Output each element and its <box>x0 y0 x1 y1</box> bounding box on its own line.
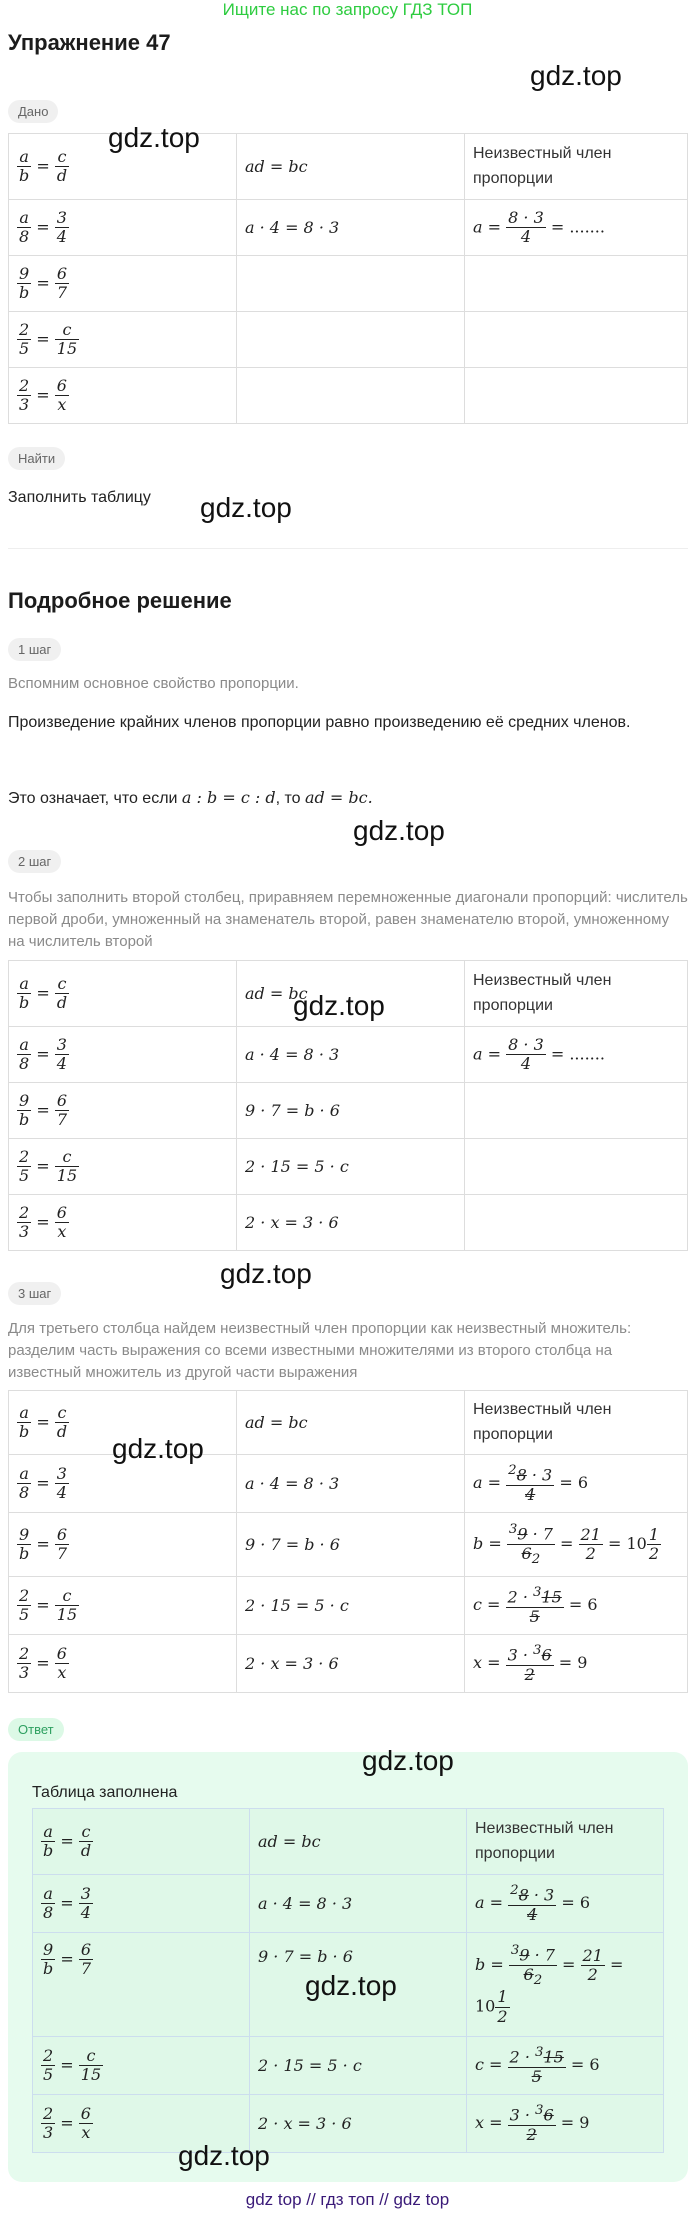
header-unknown: Неизвестный член пропорции <box>465 961 688 1027</box>
step3-table: $\frac{a}{b}$ = $\frac{c}{d}$ ad = bc Неизвестный член пропорции $\frac{a}{8}$ = $\frac{3}{4}$ a · 4 = 8 · 3 a = $\frac{^28 \cdot 3}{4}$ = 6 $\frac{9}{b}$ = $\frac{6}{7}$ 9 · 7 = b · 6 b = $\frac{^39 \cdot 7}{6_2}$ = $\frac{21}{2}$ = 10 $\frac{1}{2}$ $\frac{2}{5}$ = $\frac{c}{15}$ 2 · 15 = 5 · c c = $\frac{2 \cdot ^315}{5}$ = 6 $\frac{2}{3}$ = $\frac{6}{x}$ 2 · x = 3 · 6 x = $\frac{3 \cdot ^36}{2}$ = 9 <box>8 1390 688 1693</box>
header-unknown: Неизвестный член пропорции <box>467 1809 664 1875</box>
header-ad-bc: ad = bc <box>237 961 465 1027</box>
step1-line1: Вспомним основное свойство пропорции. <box>8 675 299 692</box>
top-banner[interactable]: Ищите нас по запросу ГДЗ ТОП <box>222 0 473 19</box>
watermark: gdz.top <box>200 492 292 523</box>
answer-table: $\frac{a}{b}$ = $\frac{c}{d}$ ad = bc Неизвестный член пропорции $\frac{a}{8}$ = $\frac{3}{4}$ a · 4 = 8 · 3 a = $\frac{^28 \cdot 3}{4}$ = 6 $\frac{9}{b}$ = $\frac{6}{7}$ 9 · 7 = b · 6 b = $\frac{^39 \cdot 7}{6_2}$ = $\frac{21}{2}$ = 10 $\frac{1}{2}$ $\frac{2}{5}$ = $\frac{c}{15}$ 2 · 15 = 5 · c c = $\frac{2 \cdot ^315}{5}$ = 6 $\frac{2}{3}$ = $\frac{6}{x}$ 2 · x = 3 · 6 x = $\frac{3 \cdot ^36}{2}$ = 9 <box>32 1808 664 2153</box>
footer-links[interactable]: gdz top // гдз топ // gdz top <box>245 2190 450 2209</box>
cell-eq-4: 2 · x = 3 · 6 <box>237 1635 465 1693</box>
cell-eq-4: 2 · x = 3 · 6 <box>250 2095 467 2153</box>
cell-eq-4: 2 · x = 3 · 6 <box>237 1195 465 1251</box>
cell-eq-3: 2 · 15 = 5 · c <box>237 1577 465 1635</box>
find-label: Найти <box>8 447 65 470</box>
watermark: gdz.top <box>530 60 622 91</box>
header-ad-bc: ad = bc <box>237 134 465 200</box>
answer-label: Ответ <box>8 1718 64 1741</box>
divider <box>8 548 688 549</box>
answer-title: Таблица заполнена <box>32 1784 178 1801</box>
header-unknown: Неизвестный член пропорции <box>465 1391 688 1455</box>
watermark: gdz.top <box>362 1745 454 1776</box>
step1-line2: Произведение крайних членов пропорции равно произведению её средних членов. <box>8 714 631 731</box>
cell-eq-2: 9 · 7 = b · 6 <box>237 1513 465 1577</box>
watermark: gdz.top <box>305 1970 397 2001</box>
cell-dots: = ....... <box>550 1044 605 1063</box>
cell-eq-3: 2 · 15 = 5 · c <box>250 2037 467 2095</box>
cell-eq-2: 9 · 7 = b · 6 <box>250 1933 467 2037</box>
cell-eq-1: a · 4 = 8 · 3 <box>250 1875 467 1933</box>
cell-dots: = ....... <box>550 217 605 236</box>
watermark: gdz.top <box>178 2140 270 2171</box>
watermark: gdz.top <box>108 122 200 153</box>
header-ad-bc: ad = bc <box>237 1391 465 1455</box>
step3-text: Для третьего столбца найдем неизвестный член пропорции как неизвестный множитель: разделим часть выражения со всеми известными множителями из второго столбца на известный множитель из другой части выражения <box>8 1320 632 1381</box>
step2-label: 2 шаг <box>8 850 61 873</box>
header-ad-bc: ad = bc <box>250 1809 467 1875</box>
watermark: gdz.top <box>220 1258 312 1289</box>
given-label: Дано <box>8 100 58 123</box>
step1-label: 1 шаг <box>8 638 61 661</box>
watermark: gdz.top <box>112 1433 204 1464</box>
cell-eq-2: 9 · 7 = b · 6 <box>237 1083 465 1139</box>
step2-text: Чтобы заполнить второй столбец, приравняем перемноженные диагонали пропорций: числитель первой дроби, умноженный на знаменатель второй, равен знаменателю второй, умноженному на числитель второй <box>8 889 688 950</box>
given-table: $\frac{a}{b}$ = $\frac{c}{d}$ ad = bc Неизвестный член пропорции $\frac{a}{8}$ = $\frac{3}{4}$ a · 4 = 8 · 3 a = $\frac{8 \cdot 3}{4}$ = ....... $\frac{9}{b}$ = $\frac{6}{7}$ $\frac{2}{5}$ = $\frac{c}{15}$ $\frac{2}{3}$ = $\frac{6}{x}$ <box>8 133 688 424</box>
find-text: Заполнить таблицу <box>8 489 151 506</box>
cell-eq-1: a · 4 = 8 · 3 <box>237 1027 465 1083</box>
step3-label: 3 шаг <box>8 1282 61 1305</box>
cell-eq-3: 2 · 15 = 5 · c <box>237 1139 465 1195</box>
header-unknown: Неизвестный член пропорции <box>465 134 688 200</box>
watermark: gdz.top <box>353 815 445 846</box>
cell-eq-1: a · 4 = 8 · 3 <box>237 1455 465 1513</box>
solution-title: Подробное решение <box>8 588 232 613</box>
step2-table: $\frac{a}{b}$ = $\frac{c}{d}$ ad = bc Неизвестный член пропорции $\frac{a}{8}$ = $\frac{3}{4}$ a · 4 = 8 · 3 a = $\frac{8 \cdot 3}{4}$ = ....... $\frac{9}{b}$ = $\frac{6}{7}$ 9 · 7 = b · 6 $\frac{2}{5}$ = $\frac{c}{15}$ 2 · 15 = 5 · c $\frac{2}{3}$ = $\frac{6}{x}$ 2 · x = 3 · 6 <box>8 960 688 1251</box>
exercise-title: Упражнение 47 <box>8 30 171 55</box>
watermark: gdz.top <box>293 990 385 1021</box>
step1-line3: Это означает, что если a : b = c : d, то ad = bc. <box>8 788 373 807</box>
cell-eq-1: a · 4 = 8 · 3 <box>237 200 465 256</box>
